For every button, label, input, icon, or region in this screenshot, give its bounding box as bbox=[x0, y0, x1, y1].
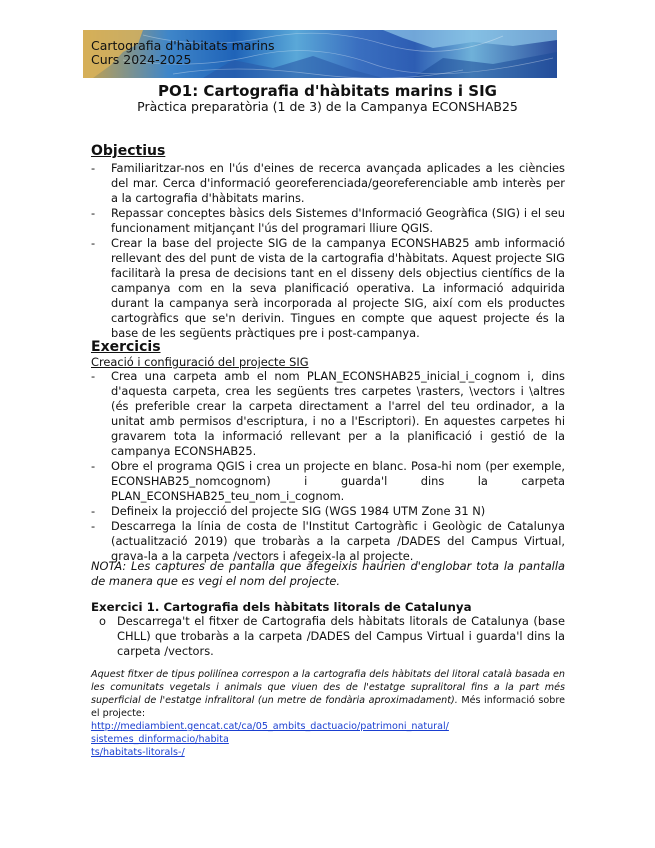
banner-course-year: Curs 2024-2025 bbox=[91, 52, 192, 67]
banner-course-title: Cartografia d'hàbitats marins bbox=[91, 38, 275, 53]
list-item: - Repassar conceptes bàsics dels Sistemes d'Informació Geogràfica (SIG) i el seu funcionament mitjançant l'ús del programari lliure QGIS. bbox=[91, 206, 565, 236]
exercicis-subheading: Creació i configuració del projecte SIG bbox=[91, 355, 309, 369]
list-item: - Crear la base del projecte SIG de la campanya ECONSHAB25 amb informació rellevant des del punt de vista de la cartografia d'hàbitats. Aquest projecte SIG facilitarà la presa de decisions tant en el disseny dels objectius científics de la campanya com en la seva planificació operativa. La informació adquirida durant la campanya serà incorporada al projecte SIG, així com els productes cartogràfics que se'n derivin. Tingues en compte que aquest projecte és la base de les següents pràctiques pre i post-campanya. bbox=[91, 236, 565, 341]
list-item: - Obre el programa QGIS i crea un projecte en blanc. Posa-hi nom (per exemple, ECONSHAB25_nomcognom) i guarda'l dins la carpeta PLAN_ECONSHAB25_teu_nom_i_cognom. bbox=[91, 459, 565, 504]
objectius-list bbox=[91, 161, 565, 341]
list-item: - Familiaritzar-nos en l'ús d'eines de recerca avançada aplicades a les ciències del mar. Cerca d'informació georeferenciada/georeferenciable amb interès per a la cartografia d'hàbitats marins. bbox=[91, 161, 565, 206]
link-line-3: ts/habitats-litorals-/ bbox=[91, 747, 185, 758]
link-line-1: http://mediambient.gencat.cat/ca/05_ambits_dactuacio/patrimoni_natural/ bbox=[91, 721, 449, 732]
list-item: - Defineix la projecció del projecte SIG (WGS 1984 UTM Zone 31 N) bbox=[91, 504, 565, 519]
document-title: PO1: Cartografia d'hàbitats marins i SIG bbox=[158, 82, 497, 100]
objectius-heading: Objectius bbox=[91, 143, 166, 159]
header-banner bbox=[83, 30, 557, 78]
link-line-2: sistemes_dinformacio/habita bbox=[91, 734, 229, 745]
exercicis-list bbox=[91, 369, 565, 564]
document-subtitle: Pràctica preparatòria (1 de 3) de la Campanya ECONSHAB25 bbox=[137, 99, 518, 114]
more-info-text: Més informació sobre el projecte: bbox=[91, 695, 565, 719]
habitats-litorals-link[interactable] bbox=[91, 721, 449, 758]
exercicis-heading: Exercicis bbox=[91, 339, 161, 355]
list-item: - Crea una carpeta amb el nom PLAN_ECONSHAB25_inicial_i_cognom i, dins d'aquesta carpeta, crea les següents tres carpetes \rasters, \vectors i \altres (és preferible crear la carpeta directament a l'arrel del teu ordinador, a la unitat amb permisos d'escriptura, i no a l'Escriptori). En aquestes carpetes hi gravarem tota la informació rellevant per a la planificació i gestió de la campanya ECONSHAB25. bbox=[91, 369, 565, 459]
chll-info-paragraph bbox=[91, 668, 565, 759]
list-item: o Descarrega't el fitxer de Cartografia dels hàbitats litorals de Catalunya (base CHLL) que trobaràs a la carpeta /DADES del Campus Virtual i guarda'l dins la carpeta /vectors. bbox=[99, 614, 565, 659]
list-item: - Descarrega la línia de costa de l'Institut Cartogràfic i Geològic de Catalunya (actualització 2019) que trobaràs a la carpeta /DADES del Campus Virtual, grava-la a la carpeta /vectors i afegeix-la al projecte. bbox=[91, 519, 565, 564]
screenshot-note: NOTA: Les captures de pantalla que afegeixis haurien d'englobar tota la pantalla de manera que es vegi el nom del projecte. bbox=[91, 559, 565, 588]
exercici1-list bbox=[99, 614, 565, 659]
chll-info-text: Aquest fitxer de tipus polilínea correspon a la cartografia dels hàbitats del litoral català basada en les comunitats vegetals i animals que viuen des de l'estatge supralitoral fins a la part més superficial de l'estatge infralitoral (un metre de fondària aproximadament). bbox=[91, 669, 565, 706]
exercici1-heading: Exercici 1. Cartografia dels hàbitats litorals de Catalunya bbox=[91, 600, 472, 614]
